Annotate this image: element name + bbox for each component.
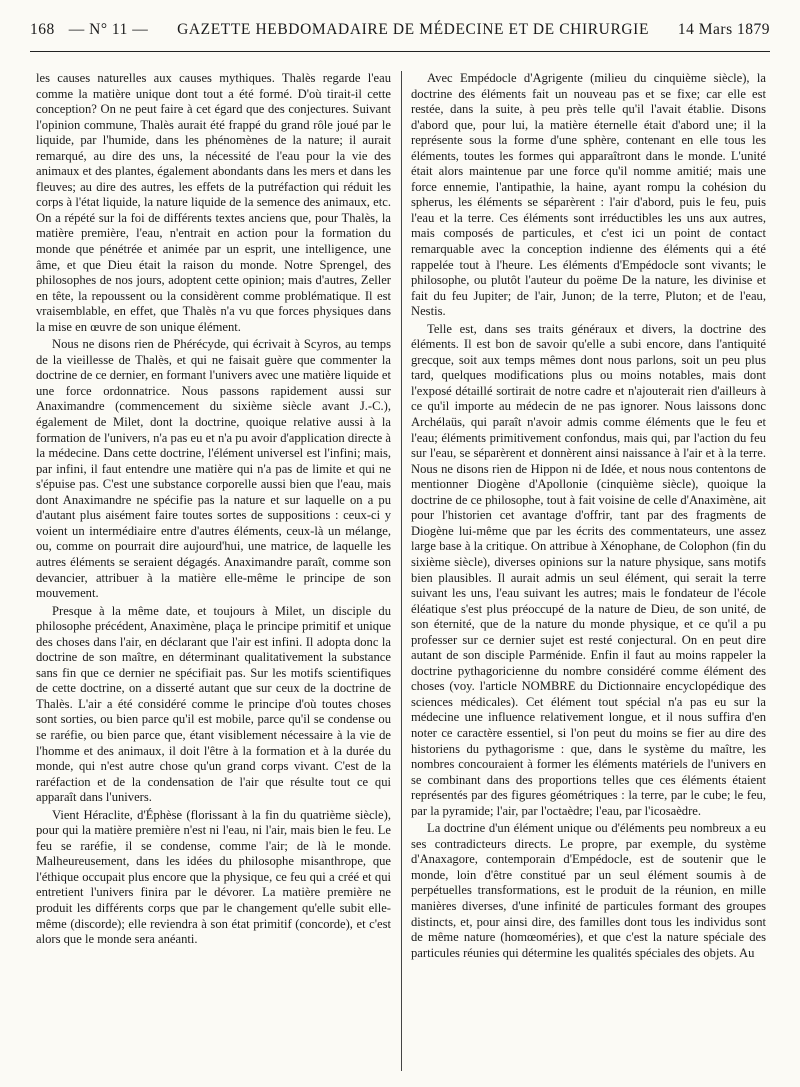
right-column — [411, 71, 766, 961]
paragraph: Avec Empédocle d'Agrigente (milieu du cinquième siècle), la doctrine des éléments fait un nouveau pas et se fixe; car elle est restée, dans la suite, à peu près telle qu'il l'avait établie. Disons d'abord que, pour lui, la matière éternelle était d'abord une; il la représente sous la forme d'une sphère, contenant en elle tous les éléments, toutes les formes qui apparaîtront dans le monde. L'unité était alors maintenue par une force qu'il nomme amitié; mais une force ennemie, l'antipathie, la haine, ayant rompu la cohésion du spherus, les éléments se séparèrent : l'air d'abord, puis le feu, puis l'eau et la terre. Ces éléments sont irréductibles les uns aux autres, mais composés de particules, et c'est ici un point de contact remarquable avec la conception indienne des éléments qui a été rappelée tout à l'heure. Les éléments d'Empédocle sont vivants; le philosophe, ou plutôt l'auteur du poëme De la nature, les divinise et fait du feu Jupiter; de l'air, Junon; de la terre, Pluton; et de l'eau, Nestis. — [411, 71, 766, 319]
paragraph: Vient Héraclite, d'Éphèse (florissant à la fin du quatrième siècle), pour qui la matière première n'est ni l'eau, ni l'air, mais bien le feu. Le feu se raréfie, il se condense, comme l'air; de là le monde. Malheureusement, dans les idées du philosophe misanthrope, que l'éthique occupait plus encore que la physique, ce feu qui a créé et qui entretient l'univers finira par le dévorer. La matière première ne produit les différents corps que par le changement qu'elle subit elle-même (discorde); elle reviendra à son état primitif (concorde), et c'est alors que le monde sera anéanti. — [36, 807, 391, 947]
page-number: 168 — [30, 21, 55, 38]
paragraph: Telle est, dans ses traits généraux et divers, la doctrine des éléments. Il est bon de savoir qu'elle a subi encore, dans l'antiquité grecque, soit aux temps mêmes dont nous parlons, soit un peu plus tard, quelques modifications plus ou moins notables, mais dont l'exposé détaillé sortirait de notre cadre et n'ajouterait rien d'ailleurs à ce qu'il importe au médecin de ne pas ignorer. Nous laissons donc Archélaüs, qui paraît n'avoir admis comme éléments que le feu et l'eau; éléments primitivement confondus, mais qui, par l'action du feu sur l'eau, se séparèrent et donnèrent ainsi naissance à l'air et à la terre. Nous ne disons rien de Hippon ni de Idée, et nous nous contentons de mentionner Diogène d'Apollonie (cinquième siècle), quoique la doctrine de ce philosophe, tout à fait voisine de celle d'Anaximène, ait pour l'historien cet avantage d'offrir, tant par des fragments de Diogène lui-même que par les écrits des commentateurs, une assez large base à la critique. On attribue à Xénophane, de Colophon (fin du sixième siècle), diverses opinions sur la nature physique, sans motifs bien plausibles. Il aurait admis un seul élément, qui serait la terre suivant les uns, l'eau suivant les autres; mais le fondateur de l'école éléatique s'est plus préoccupé de la nature de Dieu, de son unité, de son éternité, que de la nature du monde physique, et ce qu'il a pu professer sur ce dernier sujet est resté conjectural. On en peut dire autant de son disciple Parménide. Enfin il faut au moins rappeler la doctrine pythagoricienne du nombre considéré comme élément des choses (voy. l'article NOMBRE du Dictionnaire encyclopédique des sciences médicales). Cet élément tout spécial n'a pas eu sur la médecine une influence relativement longue, et il nous suffira d'en noter ce caractère essentiel, si l'on peut du moins se fier au dire des historiens du pythagorisme : que, dans le système du maître, les nombres concouraient à former les éléments matériels de l'univers en se combinant dans des proportions telles que ces éléments étaient représentés par des figures géométriques : la terre, par le cube; le feu, par la pyramide; l'air, par l'octaèdre; l'eau, par l'icosaèdre. — [411, 321, 766, 818]
header-rule — [30, 51, 770, 52]
issue-date: 14 Mars 1879 — [677, 21, 770, 38]
paragraph: les causes naturelles aux causes mythiques. Thalès regarde l'eau comme la matière unique dont tout a été formé. D'où tirait-il cette conception? On ne peut faire à cet égard que des conjectures. Suivant l'opinion commune, Thalès aurait été frappé du grand rôle joué par le liquide, par l'humide, dans les phénomènes de la nature; il aurait remarqué, au dire des uns, la nécessité de l'eau pour la vie des animaux et des plantes, également abondants dans les mers et dans les fleuves; au dire des autres, les effets de la putréfaction qui réduit les corps à l'état liquide, la nature liquide de la semence des animaux, etc. On a répété sur la foi de différents textes anciens que, pour Thalès, la matière première, l'eau, n'entrait en action pour la formation du monde que pénétrée et animée par un esprit, une intelligence, une âme, et que Dieu était la raison du monde. Notre Sprengel, des philosophes de nos jours, adoptent cette opinion; mais d'autres, Zeller en tête, la repoussent ou la considèrent comme problématique. Il est vraisemblable, en effet, que Thalès n'a vu que forces physiques dans la mise en œuvre de son unique élément. — [36, 71, 391, 334]
page-header — [30, 16, 770, 44]
left-column — [36, 71, 391, 948]
paragraph: La doctrine d'un élément unique ou d'éléments peu nombreux a eu ses contradicteurs directs. Le propre, par exemple, du système d'Anaxagore, contemporain d'Empédocle, est de soutenir que le monde, loin d'être constitué par un seul élément soumis à de perpétuelles transformations, est le produit de la réunion, en mille manières diverses, d'une infinité de particules formant des groupes distincts, et, pour ainsi dire, des familles dont tous les individus sont de même nature (homœoméries), et que c'est la nature spéciale des particules réunies qui détermine les qualités spéciales des objets. Au — [411, 821, 766, 960]
paragraph: Presque à la même date, et toujours à Milet, un disciple du philosophe précédent, Anaximène, plaça le principe primitif et unique des choses dans l'air, en déclarant que l'air est infini. Il adopta donc la doctrine de son maître, en déterminant qualitativement la substance sans fin que ce dernier ne spécifiait pas. Sur les motifs scientifiques de cette doctrine, on a disserté autant que sur ceux de la doctrine de Thalès. L'air a été considéré comme le principe d'où toutes choses sont sorties, ou bien parce qu'il est mobile, parce qu'il se condense ou se raréfie, ou bien parce que, étant visiblement nécessaire à la vie de l'homme et des animaux, il doit l'être à la formation et à la durée du monde, qui n'est autre chose qu'un grand corps vivant. C'est de la raréfaction et de la condensation de l'air que résulte tout ce qui apparaît dans l'univers. — [36, 603, 391, 805]
issue-number: — N° 11 — — [68, 21, 149, 38]
publication-title: GAZETTE HEBDOMADAIRE DE MÉDECINE ET DE CHIRURGIE — [177, 21, 650, 38]
column-divider — [401, 71, 402, 1071]
paragraph: Nous ne disons rien de Phérécyde, qui écrivait à Scyros, au temps de la vieillesse de Thalès, et qui ne faisait guère que commenter la doctrine de ce dernier, en formant l'univers avec une matière liquide et une force ordonnatrice. Nous passons rapidement aussi sur Anaximandre (commencement du sixième siècle avant J.-C.), également de Milet, dont la doctrine, quoique relative aussi à la formation de l'univers, n'a pas eu et n'a pu avoir d'application directe à la médecine. Dans cette doctrine, l'élément universel est l'infini; mais, par infini, il faut entendre une matière qui n'a pas de limite et qui ne s'épuise pas. C'est une substance corporelle aussi bien que l'eau, mais dont Anaximandre ne spécifie pas la nature et sur laquelle on a pu d'autant plus aisément faire toutes sortes de suppositions : ceux-ci y voient un intermédiaire entre d'autres éléments, ceux-là un mélange, ou, comme on pourrait dire aujourd'hui, une matrice, de laquelle les autres éléments se seraient dégagés. Anaximandre paraît, comme son devancier, attribuer à la matière elle-même le principe de son mouvement. — [36, 337, 391, 601]
